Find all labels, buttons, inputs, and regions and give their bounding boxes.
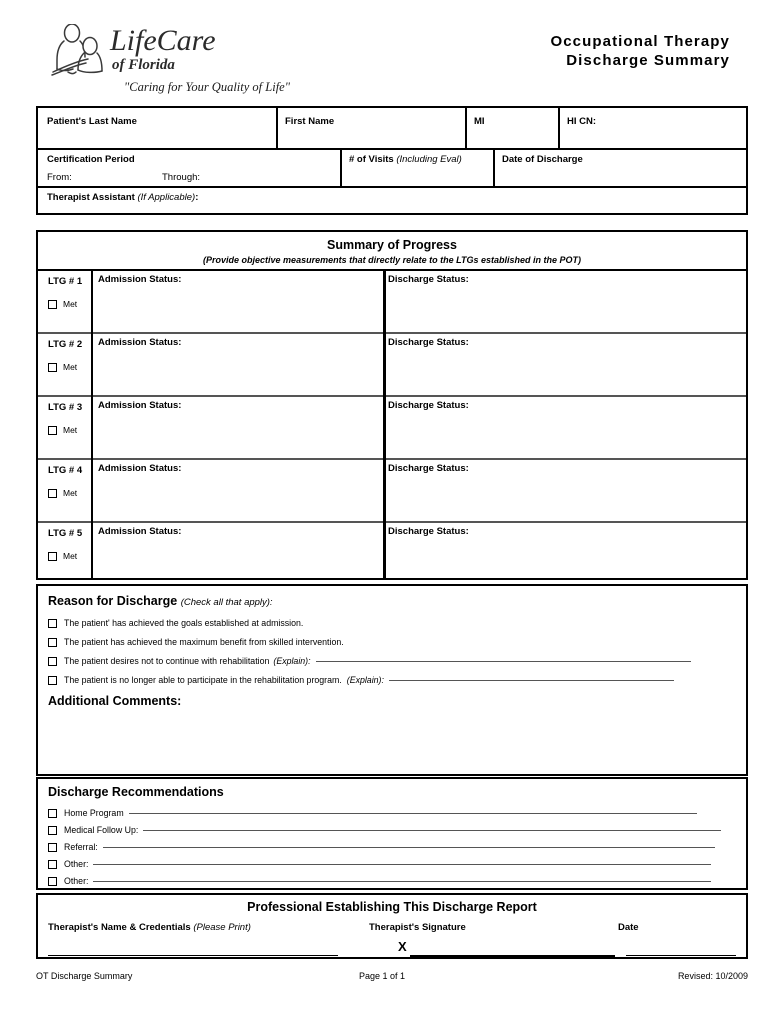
professional-signature-section xyxy=(36,893,748,959)
checkbox-icon[interactable] xyxy=(48,809,57,818)
reason-explain-input[interactable] xyxy=(316,661,691,662)
therapist-signature-label: Therapist's Signature xyxy=(369,922,466,933)
reason-item-label: The patient desires not to continue with rehabilitation xyxy=(64,656,270,666)
discharge-status-label: Discharge Status: xyxy=(388,526,469,537)
table-divider xyxy=(558,108,560,148)
ltg-number: LTG # 2 xyxy=(48,339,83,350)
ltg-met-checkbox-row[interactable] xyxy=(48,299,77,309)
summary-title: Summary of Progress xyxy=(327,238,457,252)
table-divider xyxy=(38,186,746,188)
checkbox-icon[interactable] xyxy=(48,676,57,685)
admission-status-label: Admission Status: xyxy=(98,526,182,537)
visits-label: # of Visits xyxy=(349,154,394,165)
page-title xyxy=(550,32,730,70)
checkbox-icon[interactable] xyxy=(48,877,57,886)
field-label-mi: MI xyxy=(474,116,485,127)
reason-checkbox-row[interactable] xyxy=(48,618,303,628)
checkbox-icon[interactable] xyxy=(48,363,57,372)
reason-checkbox-row[interactable] xyxy=(48,637,344,647)
recommendation-checkbox-row[interactable] xyxy=(48,876,711,886)
recommendation-checkbox-row[interactable] xyxy=(48,808,697,818)
admission-status-label: Admission Status: xyxy=(98,337,182,348)
discharge-status-label: Discharge Status: xyxy=(388,337,469,348)
reason-checkbox-row[interactable] xyxy=(48,675,674,685)
field-label-therapist-assistant xyxy=(47,192,198,203)
checkbox-icon[interactable] xyxy=(48,426,57,435)
field-label-from: From: xyxy=(47,172,72,183)
checkbox-icon[interactable] xyxy=(48,843,57,852)
checkbox-icon[interactable] xyxy=(48,619,57,628)
checkbox-icon[interactable] xyxy=(48,489,57,498)
ltg-row xyxy=(38,395,746,458)
additional-comments-heading: Additional Comments: xyxy=(48,694,182,708)
checkbox-icon[interactable] xyxy=(48,300,57,309)
field-label-date-of-discharge: Date of Discharge xyxy=(502,154,583,165)
therapist-assistant-colon: : xyxy=(195,192,199,203)
reason-explain-input[interactable] xyxy=(389,680,674,681)
page-title-line2: Discharge Summary xyxy=(566,52,730,69)
recommendations-heading: Discharge Recommendations xyxy=(48,785,224,799)
ltg-row xyxy=(38,458,746,521)
summary-subtitle: (Provide objective measurements that directly relate to the LTGs established in the POT) xyxy=(203,255,581,265)
discharge-recommendations-section xyxy=(36,777,748,890)
ltg-met-label: Met xyxy=(63,299,78,309)
table-divider xyxy=(340,148,342,186)
recommendation-label: Other: xyxy=(64,859,89,869)
admission-status-label: Admission Status: xyxy=(98,400,182,411)
reason-heading-note: (Check all that apply): xyxy=(180,597,273,608)
recommendation-input[interactable] xyxy=(93,881,711,882)
caregiver-figures-icon xyxy=(48,24,110,82)
page-header xyxy=(0,0,770,100)
therapist-name-label xyxy=(48,922,251,933)
reason-for-discharge-section xyxy=(36,584,748,776)
visits-note: (Including Eval) xyxy=(396,154,462,165)
ltg-met-checkbox-row[interactable] xyxy=(48,488,77,498)
recommendation-label: Medical Follow Up: xyxy=(64,825,139,835)
table-divider xyxy=(276,108,278,148)
checkbox-icon[interactable] xyxy=(48,552,57,561)
ltg-row xyxy=(38,269,746,332)
discharge-status-label: Discharge Status: xyxy=(388,400,469,411)
checkbox-icon[interactable] xyxy=(48,657,57,666)
recommendation-checkbox-row[interactable] xyxy=(48,842,715,852)
recommendation-label: Other: xyxy=(64,876,89,886)
ltg-met-label: Met xyxy=(63,425,78,435)
therapist-name-text: Therapist's Name & Credentials xyxy=(48,922,191,933)
footer-center: Page 1 of 1 xyxy=(359,971,406,981)
recommendation-input[interactable] xyxy=(93,864,711,865)
recommendation-label: Referral: xyxy=(64,842,98,852)
discharge-status-label: Discharge Status: xyxy=(388,463,469,474)
lifecare-logo xyxy=(48,24,348,94)
signature-x-mark: X xyxy=(398,939,407,954)
recommendation-checkbox-row[interactable] xyxy=(48,825,721,835)
checkbox-icon[interactable] xyxy=(48,638,57,647)
logo-name: LifeCare xyxy=(110,24,216,57)
additional-comments-input[interactable] xyxy=(48,714,736,772)
therapist-name-input[interactable] xyxy=(48,955,338,956)
field-label-hicn: HI CN: xyxy=(567,116,597,127)
field-label-first-name: First Name xyxy=(285,116,335,127)
ltg-met-checkbox-row[interactable] xyxy=(48,551,77,561)
ltg-met-label: Met xyxy=(63,551,78,561)
logo-tagline: "Caring for Your Quality of Life" xyxy=(124,80,290,94)
reason-item-label: The patient is no longer able to participate in the rehabilitation program. xyxy=(64,675,342,685)
date-input[interactable] xyxy=(626,955,736,956)
table-divider xyxy=(465,108,467,148)
table-divider xyxy=(38,148,746,150)
ltg-number: LTG # 1 xyxy=(48,276,83,287)
ltg-row xyxy=(38,332,746,395)
page-title-line1: Occupational Therapy xyxy=(550,33,730,50)
checkbox-icon[interactable] xyxy=(48,826,57,835)
logo-wordmark xyxy=(110,26,216,74)
ltg-number: LTG # 5 xyxy=(48,528,83,539)
footer-right: Revised: 10/2009 xyxy=(677,971,748,981)
therapist-signature-input[interactable] xyxy=(410,955,615,958)
therapist-assistant-note: (If Applicable) xyxy=(137,192,196,203)
discharge-status-label: Discharge Status: xyxy=(388,274,469,285)
logo-subname: of Florida xyxy=(112,57,175,73)
ltg-met-checkbox-row[interactable] xyxy=(48,362,77,372)
reason-item-explain: (Explain): xyxy=(273,656,311,666)
footer-left: OT Discharge Summary xyxy=(36,971,133,981)
ltg-met-label: Met xyxy=(63,362,78,372)
recommendation-input[interactable] xyxy=(129,813,697,814)
therapist-name-note: (Please Print) xyxy=(193,922,251,933)
ltg-number: LTG # 3 xyxy=(48,402,83,413)
summary-of-progress-section xyxy=(36,230,748,580)
date-label: Date xyxy=(618,922,639,933)
patient-info-table xyxy=(36,106,748,215)
table-divider xyxy=(493,148,495,186)
field-label-certification-period: Certification Period xyxy=(47,154,135,165)
ltg-row xyxy=(38,521,746,578)
reason-heading-text: Reason for Discharge xyxy=(48,594,178,608)
ltg-met-label: Met xyxy=(63,488,78,498)
recommendation-input[interactable] xyxy=(103,847,715,848)
recommendation-input[interactable] xyxy=(143,830,721,831)
therapist-assistant-label: Therapist Assistant xyxy=(47,192,135,203)
field-label-visits xyxy=(349,154,462,165)
reason-item-explain: (Explain): xyxy=(346,675,384,685)
admission-status-label: Admission Status: xyxy=(98,274,182,285)
reason-checkbox-row[interactable] xyxy=(48,656,691,666)
recommendation-checkbox-row[interactable] xyxy=(48,859,711,869)
admission-status-label: Admission Status: xyxy=(98,463,182,474)
field-label-last-name: Patient's Last Name xyxy=(47,116,137,127)
reason-item-label: The patient has achieved the maximum benefit from skilled intervention. xyxy=(64,637,344,647)
ltg-number: LTG # 4 xyxy=(48,465,83,476)
professional-title: Professional Establishing This Discharge Report xyxy=(247,900,537,914)
reason-heading xyxy=(48,594,273,608)
ltg-met-checkbox-row[interactable] xyxy=(48,425,77,435)
recommendation-label: Home Program xyxy=(64,808,124,818)
checkbox-icon[interactable] xyxy=(48,860,57,869)
field-label-through: Through: xyxy=(162,172,201,183)
reason-item-label: The patient' has achieved the goals established at admission. xyxy=(64,618,304,628)
